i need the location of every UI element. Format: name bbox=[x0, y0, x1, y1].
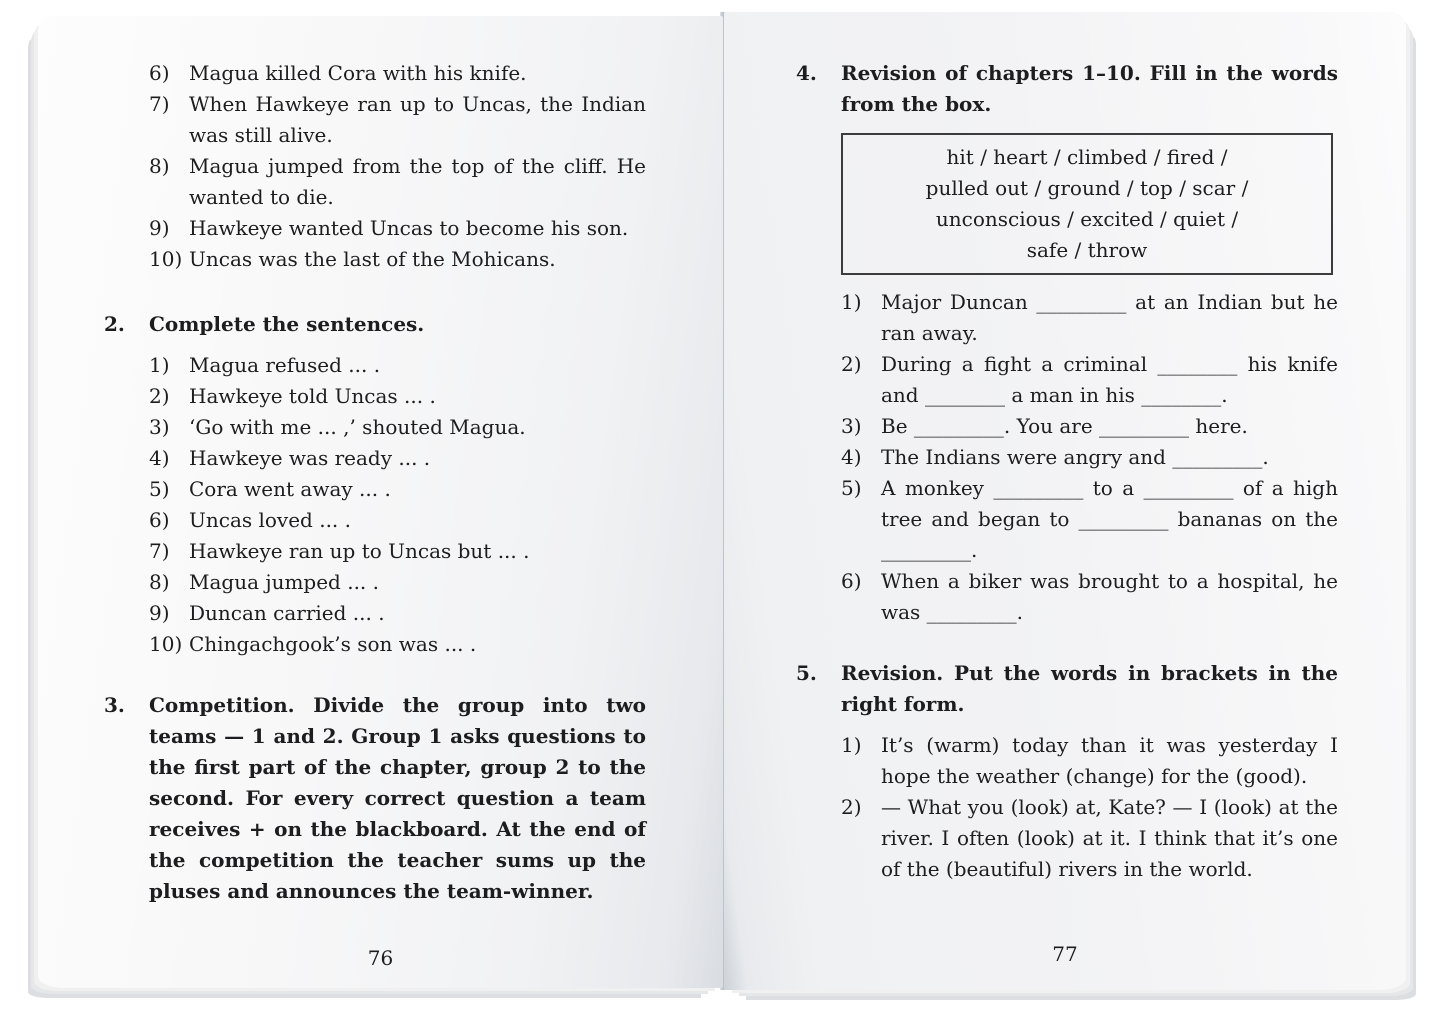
continued-list bbox=[149, 58, 646, 275]
list-item bbox=[841, 792, 1338, 885]
list-item bbox=[149, 505, 646, 536]
item-text: Hawkeye ran up to Uncas but ... . bbox=[189, 539, 530, 563]
item-number: 5) bbox=[841, 476, 862, 500]
item-number: 2) bbox=[841, 795, 862, 819]
item-number: 4) bbox=[841, 445, 862, 469]
exercise-2-heading bbox=[104, 309, 646, 340]
list-item bbox=[149, 151, 646, 213]
item-text: Hawkeye was ready ... . bbox=[189, 446, 431, 470]
item-number: 9) bbox=[149, 216, 170, 240]
exercise-number: 5. bbox=[796, 661, 817, 685]
item-text: Magua refused ... . bbox=[189, 353, 381, 377]
item-number: 1) bbox=[149, 353, 170, 377]
page-number: 76 bbox=[367, 946, 394, 970]
item-text: When Hawkeye ran up to Uncas, the Indian was still alive. bbox=[189, 92, 646, 147]
list-item bbox=[841, 566, 1338, 628]
word-box-line: pulled out / ground / top / scar / bbox=[925, 176, 1249, 200]
left-page-content bbox=[104, 58, 646, 907]
item-number: 8) bbox=[149, 154, 170, 178]
item-number: 2) bbox=[149, 384, 170, 408]
item-number: 1) bbox=[841, 290, 862, 314]
item-text: Major Duncan _________ at an Indian but he ran away. bbox=[881, 290, 1338, 345]
exercise-3-heading bbox=[104, 690, 646, 907]
item-number: 10) bbox=[149, 632, 183, 656]
exercise-title: Competition. Divide the group into two teams — 1 and 2. Group 1 asks questions to the first part of the chapter, group 2 to the second. For every correct question a team receives + on the blackboard. At the end of the competition the teacher sums up the pluses and announces the team-winner. bbox=[149, 693, 646, 903]
list-item bbox=[149, 629, 646, 660]
exercise-4-list bbox=[841, 287, 1338, 628]
exercise-5-list bbox=[841, 730, 1338, 885]
item-text: Be _________. You are _________ here. bbox=[881, 414, 1248, 438]
list-item bbox=[841, 730, 1338, 792]
list-item bbox=[149, 213, 646, 244]
list-item bbox=[149, 443, 646, 474]
list-item bbox=[149, 350, 646, 381]
item-number: 3) bbox=[841, 414, 862, 438]
exercise-4-heading bbox=[796, 58, 1338, 120]
item-text: Cora went away ... . bbox=[189, 477, 391, 501]
item-text: Duncan carried ... . bbox=[189, 601, 385, 625]
exercise-title: Revision. Put the words in brackets in the right form. bbox=[841, 661, 1338, 716]
item-number: 1) bbox=[841, 733, 862, 757]
item-text: During a fight a criminal ________ his knife and ________ a man in his ________. bbox=[881, 352, 1338, 407]
item-text: Hawkeye told Uncas ... . bbox=[189, 384, 436, 408]
list-item bbox=[841, 411, 1338, 442]
item-number: 6) bbox=[149, 508, 170, 532]
item-text: It’s (warm) today than it was yesterday I hope the weather (change) for the (good). bbox=[881, 733, 1338, 788]
item-text: Hawkeye wanted Uncas to become his son. bbox=[189, 216, 629, 240]
item-text: When a biker was brought to a hospital, he was _________. bbox=[881, 569, 1338, 624]
item-number: 7) bbox=[149, 539, 170, 563]
left-page bbox=[38, 16, 723, 988]
word-box-line: hit / heart / climbed / fired / bbox=[946, 145, 1228, 169]
item-number: 8) bbox=[149, 570, 170, 594]
item-number: 7) bbox=[149, 92, 170, 116]
item-text: A monkey _________ to a _________ of a high tree and began to _________ bananas on the _________. bbox=[881, 476, 1338, 562]
item-number: 6) bbox=[149, 61, 170, 85]
exercise-number: 3. bbox=[104, 693, 125, 717]
list-item bbox=[149, 89, 646, 151]
item-text: Uncas was the last of the Mohicans. bbox=[189, 247, 556, 271]
item-text: ‘Go with me ... ,’ shouted Magua. bbox=[189, 415, 526, 439]
item-number: 3) bbox=[149, 415, 170, 439]
word-box bbox=[841, 133, 1333, 275]
list-item bbox=[149, 58, 646, 89]
list-item bbox=[149, 412, 646, 443]
list-item bbox=[149, 381, 646, 412]
page-number: 77 bbox=[1052, 942, 1078, 966]
list-item bbox=[841, 442, 1338, 473]
item-number: 5) bbox=[149, 477, 170, 501]
item-text: Chingachgook’s son was ... . bbox=[189, 632, 477, 656]
item-number: 4) bbox=[149, 446, 170, 470]
list-item bbox=[149, 474, 646, 505]
item-text: The Indians were angry and _________. bbox=[881, 445, 1269, 469]
exercise-5-heading bbox=[796, 658, 1338, 720]
word-box-line: unconscious / excited / quiet / bbox=[935, 207, 1239, 231]
right-page-content bbox=[796, 58, 1338, 885]
list-item bbox=[841, 473, 1338, 566]
word-box-line: safe / throw bbox=[1026, 238, 1148, 262]
item-text: Uncas loved ... . bbox=[189, 508, 352, 532]
exercise-number: 4. bbox=[796, 61, 817, 85]
list-item bbox=[841, 349, 1338, 411]
list-item bbox=[149, 598, 646, 629]
item-number: 2) bbox=[841, 352, 862, 376]
exercise-number: 2. bbox=[104, 312, 125, 336]
item-text: Magua jumped from the top of the cliff. He wanted to die. bbox=[189, 154, 646, 209]
item-number: 9) bbox=[149, 601, 170, 625]
item-text: Magua jumped ... . bbox=[189, 570, 379, 594]
item-text: Magua killed Cora with his knife. bbox=[189, 61, 527, 85]
right-page bbox=[724, 12, 1406, 990]
exercise-2-list bbox=[149, 350, 646, 660]
list-item bbox=[149, 244, 646, 275]
list-item bbox=[149, 567, 646, 598]
list-item bbox=[149, 536, 646, 567]
list-item bbox=[841, 287, 1338, 349]
item-number: 10) bbox=[149, 247, 183, 271]
item-number: 6) bbox=[841, 569, 862, 593]
exercise-title: Revision of chapters 1–10. Fill in the words from the box. bbox=[841, 61, 1338, 116]
exercise-title: Complete the sentences. bbox=[149, 312, 425, 336]
item-text: — What you (look) at, Kate? — I (look) at the river. I often (look) at it. I think that it’s one of the (beautiful) rivers in the world. bbox=[881, 795, 1338, 881]
